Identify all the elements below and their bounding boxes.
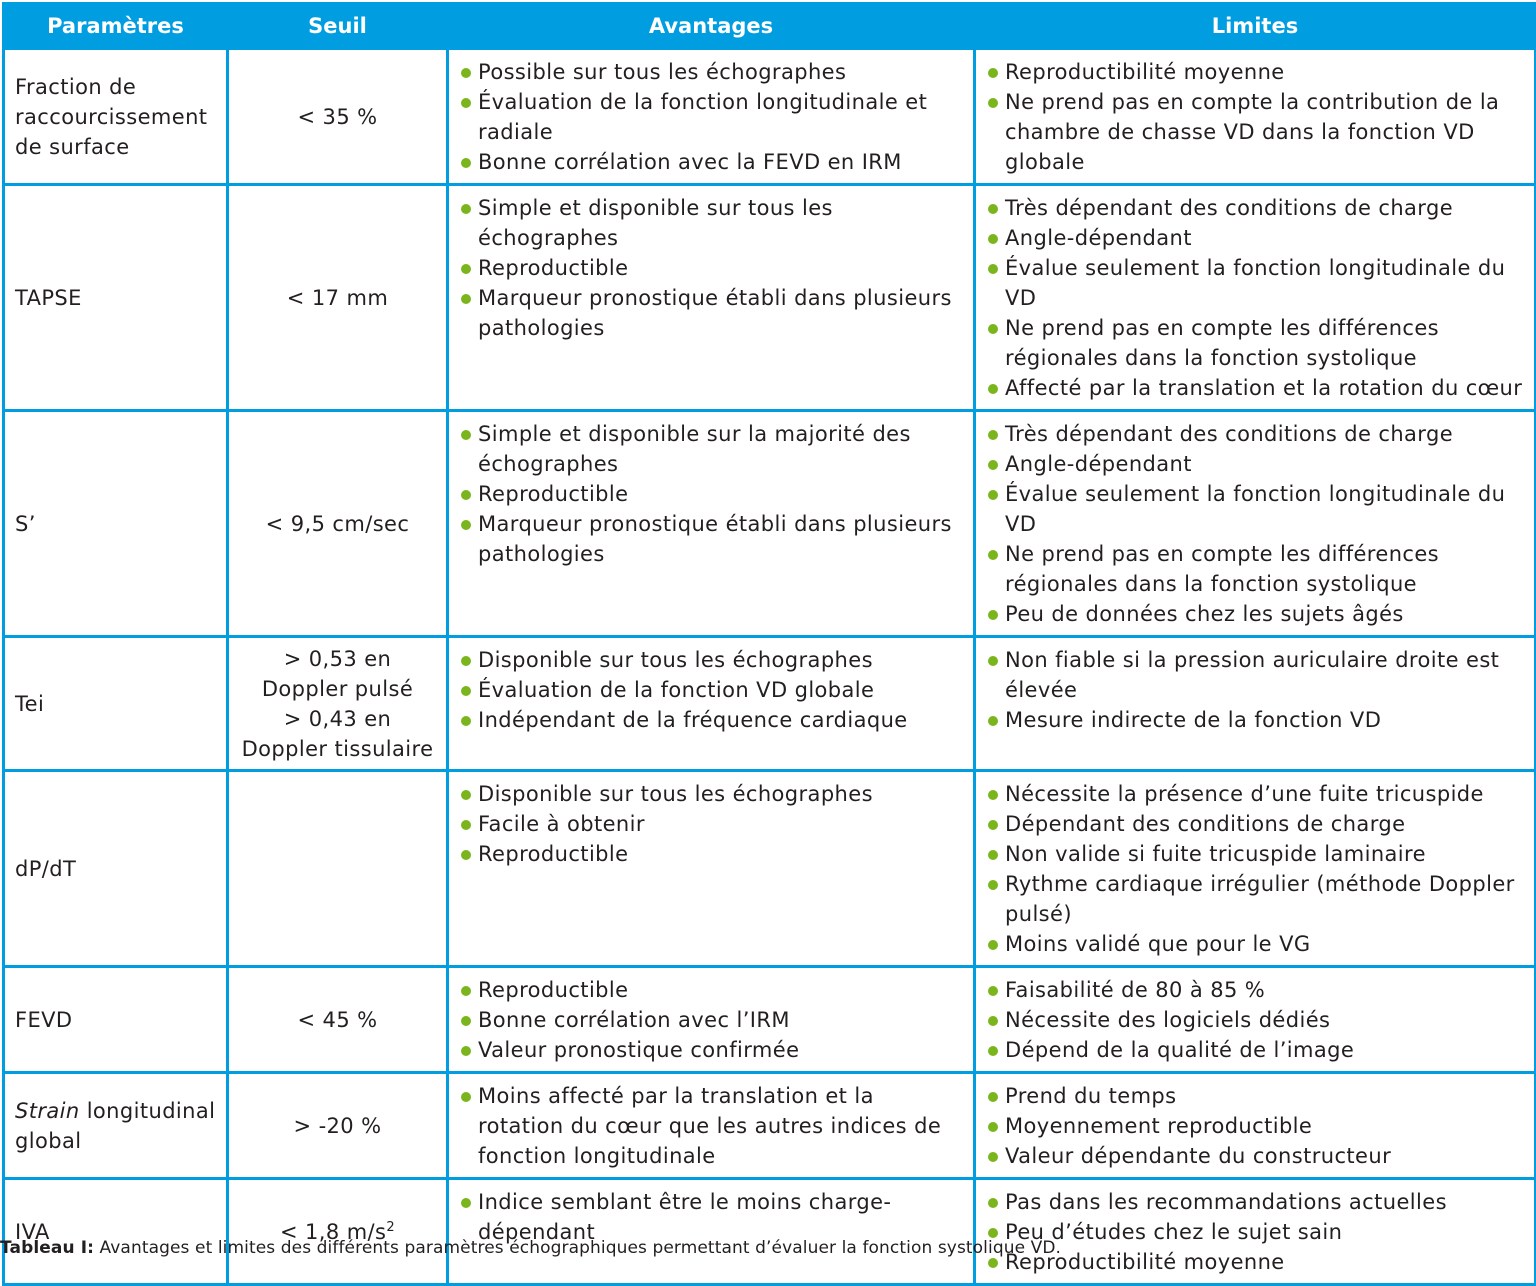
avantage-text: Évaluation de la fonction longitudinale et radiale: [478, 90, 928, 144]
limite-text: Ne prend pas en compte la contribution de la chambre de chasse VD dans la fonction VD globale: [1005, 90, 1500, 174]
table-row: [4, 637, 1536, 771]
list-item: [986, 373, 1524, 403]
seuil-cell: [228, 637, 448, 771]
bullet-icon: [988, 1046, 998, 1056]
param-label: dP/dT: [15, 856, 77, 881]
list-item: [459, 147, 963, 177]
table-caption: [0, 1238, 1061, 1258]
seuil-line: > 0,43 en: [283, 706, 392, 731]
avantages-cell: [448, 967, 975, 1073]
param-label: Tei: [15, 691, 45, 716]
list-item: [986, 1081, 1524, 1111]
seuil-value: < 17 mm: [286, 285, 389, 310]
bullet-icon: [988, 1258, 998, 1268]
param-cell: [4, 1073, 228, 1179]
list-item: [986, 253, 1524, 313]
bullet-icon: [988, 324, 998, 334]
header-avantages: Avantages: [448, 4, 975, 49]
table-row: [4, 967, 1536, 1073]
limites-cell: [975, 185, 1536, 411]
seuil-value: < 9,5 cm/sec: [265, 511, 410, 536]
limites-cell: [975, 49, 1536, 185]
list-item: [459, 87, 963, 147]
avantages-cell: [448, 771, 975, 967]
bullet-icon: [461, 686, 471, 696]
list-item: [459, 193, 963, 253]
avantage-text: Moins affecté par la translation et la rotation du cœur que les autres indices de fonction longitudinale: [478, 1084, 942, 1168]
list-item: [986, 705, 1524, 735]
list-item: [459, 975, 963, 1005]
caption-text: Avantages et limites des différents paramètres échographiques permettant d’évaluer la fonction systolique VD.: [94, 1238, 1062, 1258]
list-item: [459, 1005, 963, 1035]
header-seuil: Seuil: [228, 4, 448, 49]
bullet-icon: [461, 1198, 471, 1208]
header-parametres: Paramètres: [4, 4, 228, 49]
limites-cell: [975, 1073, 1536, 1179]
list-item: [459, 839, 963, 869]
list-item: [986, 313, 1524, 373]
table-row: [4, 185, 1536, 411]
list-item: [986, 929, 1524, 959]
list-item: [986, 1005, 1524, 1035]
list-item: [459, 779, 963, 809]
bullet-icon: [461, 204, 471, 214]
limite-text: Nécessite la présence d’une fuite tricuspide: [1005, 782, 1484, 806]
list-item: [986, 87, 1524, 177]
list-item: [459, 509, 963, 569]
bullet-icon: [461, 1092, 471, 1102]
avantage-text: Simple et disponible sur la majorité des échographes: [478, 422, 911, 476]
param-label: TAPSE: [15, 285, 82, 310]
bullet-icon: [988, 234, 998, 244]
avantage-text: Bonne corrélation avec la FEVD en IRM: [478, 150, 902, 174]
param-cell: [4, 49, 228, 185]
bullet-icon: [988, 204, 998, 214]
limite-text: Dépend de la qualité de l’image: [1005, 1038, 1355, 1062]
limite-text: Dépendant des conditions de charge: [1005, 812, 1406, 836]
seuil-value: < 35 %: [297, 104, 378, 129]
list-item: [986, 599, 1524, 629]
bullet-icon: [988, 264, 998, 274]
avantage-text: Évaluation de la fonction VD globale: [478, 678, 875, 702]
avantage-text: Reproductible: [478, 482, 629, 506]
bullet-icon: [988, 430, 998, 440]
list-item: [459, 675, 963, 705]
seuil-superscript: 2: [386, 1219, 396, 1235]
limites-cell: [975, 967, 1536, 1073]
list-item: [986, 1217, 1524, 1247]
list-item: [459, 57, 963, 87]
parameters-table: [2, 2, 1536, 1286]
bullet-icon: [461, 986, 471, 996]
table-row: [4, 771, 1536, 967]
avantages-cell: [448, 411, 975, 637]
limites-cell: [975, 637, 1536, 771]
caption-lead: Tableau I:: [0, 1238, 95, 1258]
limite-text: Angle-dépendant: [1005, 226, 1192, 250]
seuil-value: < 45 %: [297, 1007, 378, 1032]
limite-text: Non fiable si la pression auriculaire droite est élevée: [1005, 648, 1500, 702]
limites-cell: [975, 1179, 1536, 1285]
param-label-italic: Strain: [15, 1098, 80, 1123]
bullet-icon: [461, 716, 471, 726]
avantage-text: Bonne corrélation avec l’IRM: [478, 1008, 790, 1032]
limite-text: Très dépendant des conditions de charge: [1005, 422, 1454, 446]
bullet-icon: [988, 656, 998, 666]
bullet-icon: [461, 264, 471, 274]
limite-text: Mesure indirecte de la fonction VD: [1005, 708, 1382, 732]
list-item: [986, 779, 1524, 809]
table-row: [4, 411, 1536, 637]
seuil-cell: [228, 771, 448, 967]
list-item: [986, 449, 1524, 479]
limite-text: Très dépendant des conditions de charge: [1005, 196, 1454, 220]
param-cell: [4, 411, 228, 637]
limite-text: Moins validé que pour le VG: [1005, 932, 1311, 956]
param-cell: [4, 967, 228, 1073]
list-item: [986, 1141, 1524, 1171]
bullet-icon: [988, 610, 998, 620]
avantage-text: Marqueur pronostique établi dans plusieurs pathologies: [478, 512, 952, 566]
param-label: FEVD: [15, 1007, 73, 1032]
list-item: [986, 1247, 1524, 1277]
bullet-icon: [988, 1016, 998, 1026]
list-item: [986, 539, 1524, 599]
list-item: [459, 419, 963, 479]
bullet-icon: [461, 1046, 471, 1056]
limites-cell: [975, 771, 1536, 967]
seuil-cell: [228, 49, 448, 185]
avantage-text: Indice semblant être le moins charge-dépendant: [478, 1190, 892, 1244]
avantage-text: Simple et disponible sur tous les échographes: [478, 196, 833, 250]
limite-text: Valeur dépendante du constructeur: [1005, 1144, 1392, 1168]
bullet-icon: [461, 490, 471, 500]
list-item: [986, 193, 1524, 223]
bullet-icon: [988, 460, 998, 470]
bullet-icon: [988, 820, 998, 830]
table-row: [4, 1179, 1536, 1285]
limite-text: Rythme cardiaque irrégulier (méthode Doppler pulsé): [1005, 872, 1515, 926]
list-item: [986, 479, 1524, 539]
limite-text: Moyennement reproductible: [1005, 1114, 1313, 1138]
limite-text: Angle-dépendant: [1005, 452, 1192, 476]
bullet-icon: [461, 294, 471, 304]
bullet-icon: [988, 384, 998, 394]
limite-text: Pas dans les recommandations actuelles: [1005, 1190, 1447, 1214]
avantage-text: Valeur pronostique confirmée: [478, 1038, 800, 1062]
seuil-value: > -20 %: [293, 1113, 382, 1138]
bullet-icon: [988, 1228, 998, 1238]
param-cell: [4, 637, 228, 771]
limite-text: Reproductibilité moyenne: [1005, 60, 1285, 84]
list-item: [986, 869, 1524, 929]
bullet-icon: [461, 1016, 471, 1026]
limite-text: Faisabilité de 80 à 85 %: [1005, 978, 1266, 1002]
list-item: [459, 705, 963, 735]
bullet-icon: [461, 850, 471, 860]
param-label: longitudinal global: [15, 1098, 216, 1153]
limite-text: Non valide si fuite tricuspide laminaire: [1005, 842, 1426, 866]
list-item: [459, 283, 963, 343]
list-item: [986, 1187, 1524, 1217]
list-item: [986, 1035, 1524, 1065]
limite-text: Ne prend pas en compte les différences régionales dans la fonction systolique: [1005, 542, 1440, 596]
bullet-icon: [988, 1092, 998, 1102]
avantage-text: Indépendant de la fréquence cardiaque: [478, 708, 908, 732]
list-item: [986, 975, 1524, 1005]
avantage-text: Marqueur pronostique établi dans plusieurs pathologies: [478, 286, 952, 340]
table-row: [4, 1073, 1536, 1179]
param-cell: [4, 185, 228, 411]
list-item: [986, 57, 1524, 87]
bullet-icon: [461, 430, 471, 440]
param-cell: [4, 1179, 228, 1285]
list-item: [986, 809, 1524, 839]
seuil-cell: [228, 1073, 448, 1179]
bullet-icon: [988, 490, 998, 500]
bullet-icon: [988, 1198, 998, 1208]
bullet-icon: [988, 850, 998, 860]
avantage-text: Disponible sur tous les échographes: [478, 782, 873, 806]
avantage-text: Reproductible: [478, 256, 629, 280]
bullet-icon: [461, 158, 471, 168]
table-row: [4, 49, 1536, 185]
seuil-cell: [228, 1179, 448, 1285]
list-item: [986, 645, 1524, 705]
bullet-icon: [988, 716, 998, 726]
seuil-cell: [228, 967, 448, 1073]
list-item: [459, 479, 963, 509]
seuil-line: > 0,53 en: [283, 646, 392, 671]
list-item: [459, 1035, 963, 1065]
avantage-text: Possible sur tous les échographes: [478, 60, 847, 84]
avantage-text: Reproductible: [478, 978, 629, 1002]
limite-text: Peu de données chez les sujets âgés: [1005, 602, 1404, 626]
bullet-icon: [988, 880, 998, 890]
avantages-cell: [448, 49, 975, 185]
limite-text: Reproductibilité moyenne: [1005, 1250, 1285, 1274]
limites-cell: [975, 411, 1536, 637]
list-item: [986, 839, 1524, 869]
list-item: [459, 645, 963, 675]
avantages-cell: [448, 1073, 975, 1179]
bullet-icon: [461, 98, 471, 108]
seuil-value: < 1,8 m/s: [279, 1219, 387, 1244]
avantage-text: Disponible sur tous les échographes: [478, 648, 873, 672]
param-label: IVA: [15, 1219, 50, 1244]
list-item: [986, 1111, 1524, 1141]
seuil-cell: [228, 185, 448, 411]
limite-text: Affecté par la translation et la rotation du cœur: [1005, 376, 1523, 400]
avantages-cell: [448, 637, 975, 771]
bullet-icon: [461, 656, 471, 666]
list-item: [986, 223, 1524, 253]
bullet-icon: [461, 790, 471, 800]
param-label: Fraction de raccourcissement de surface: [15, 74, 208, 159]
list-item: [459, 253, 963, 283]
avantage-text: Reproductible: [478, 842, 629, 866]
seuil-line: Doppler pulsé: [261, 676, 414, 701]
table-header-row: [4, 4, 1536, 49]
avantage-text: Facile à obtenir: [478, 812, 645, 836]
limite-text: Prend du temps: [1005, 1084, 1177, 1108]
limite-text: Nécessite des logiciels dédiés: [1005, 1008, 1331, 1032]
limite-text: Évalue seulement la fonction longitudinale du VD: [1005, 482, 1506, 536]
avantages-cell: [448, 1179, 975, 1285]
param-label: S’: [15, 511, 36, 536]
header-limites: Limites: [975, 4, 1536, 49]
bullet-icon: [461, 520, 471, 530]
seuil-cell: [228, 411, 448, 637]
list-item: [459, 809, 963, 839]
list-item: [459, 1081, 963, 1171]
bullet-icon: [461, 68, 471, 78]
limite-text: Peu d’études chez le sujet sain: [1005, 1220, 1343, 1244]
bullet-icon: [988, 940, 998, 950]
bullet-icon: [988, 790, 998, 800]
avantages-cell: [448, 185, 975, 411]
param-cell: [4, 771, 228, 967]
limite-text: Ne prend pas en compte les différences régionales dans la fonction systolique: [1005, 316, 1440, 370]
list-item: [986, 419, 1524, 449]
bullet-icon: [988, 986, 998, 996]
limite-text: Évalue seulement la fonction longitudinale du VD: [1005, 256, 1506, 310]
bullet-icon: [461, 820, 471, 830]
seuil-line: Doppler tissulaire: [241, 736, 434, 761]
bullet-icon: [988, 550, 998, 560]
bullet-icon: [988, 68, 998, 78]
bullet-icon: [988, 98, 998, 108]
bullet-icon: [988, 1152, 998, 1162]
bullet-icon: [988, 1122, 998, 1132]
